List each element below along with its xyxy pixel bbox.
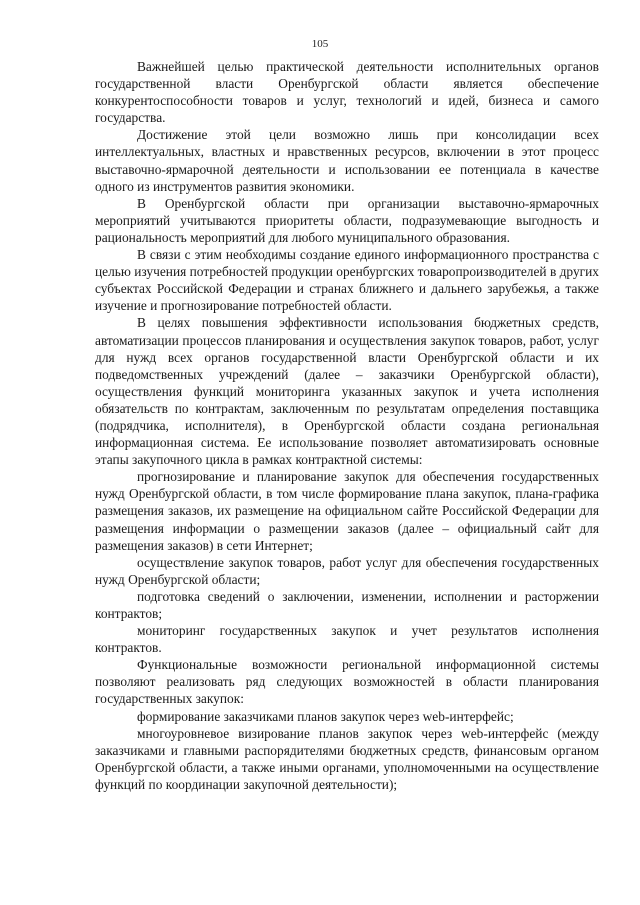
page-number: 105 (311, 38, 329, 50)
list-item: прогнозирование и планирование закупок для обеспечения государственных нужд Оренбургской области, в том числе формирование плана закупок, плана-графика размещения заказов, их размещение на официальном сайте Российской Федерации для размещения информации о размещении заказов (далее – официальный сайт для размещения заказов) в сети Интернет; (95, 469, 599, 553)
paragraph: Функциональные возможности региональной информационной системы позволяют реализовать ряд следующих возможностей в области планирования государственных закупок: (95, 657, 599, 707)
body-text (95, 58, 599, 793)
list-item: мониторинг государственных закупок и учет результатов исполнения контрактов. (95, 623, 599, 656)
paragraph: Достижение этой цели возможно лишь при консолидации всех интеллектуальных, властных и нравственных ресурсов, включении в этот процесс выставочно-ярмарочной деятельности и использовании ее потенциала в качестве одного из инструментов развития экономики. (95, 127, 599, 194)
list-item: подготовка сведений о заключении, изменении, исполнении и расторжении контрактов; (95, 588, 599, 621)
paragraph: В целях повышения эффективности использования бюджетных средств, автоматизации процессов планирования и осуществления закупок товаров, работ, услуг для нужд всех органов государственной власти Оренбургской области и их подведомственных учреждений (далее – заказчики Оренбургской области), осуществления функций мониторинга указанных закупок и учета исполнения обязательств по контрактам, заключенным по результатам определения поставщика (подрядчика, исполнителя), в Оренбургской области создана региональная информационная система. Ее использование позволяет автоматизировать основные этапы закупочного цикла в рамках контрактной системы: (95, 315, 599, 468)
list-item: многоуровневое визирование планов закупок через web-интерфейс (между заказчиками и главными распорядителями бюджетных средств, финансовым органом Оренбургской области, а также иными органами, уполномоченными на осуществление функций по координации закупочной деятельности); (95, 725, 599, 792)
list-item: формирование заказчиками планов закупок через web-интерфейс; (137, 708, 514, 724)
list-item: осуществление закупок товаров, работ услуг для обеспечения государственных нужд Оренбургской области; (95, 554, 599, 587)
paragraph: В Оренбургской области при организации выставочно-ярмарочных мероприятий учитываются приоритеты области, подразумевающие выгодность и рациональность мероприятий для любого муниципального образования. (95, 195, 599, 245)
paragraph: Важнейшей целью практической деятельности исполнительных органов государственной власти Оренбургской области является обеспечение конкурентоспособности товаров и услуг, технологий и идей, бизнеса и самого государства. (95, 59, 599, 126)
paragraph: В связи с этим необходимы создание единого информационного пространства с целью изучения потребностей продукции оренбургских товаропроизводителей в других субъектах Российской Федерации и странах ближнего и дальнего зарубежья, а также изучение и прогнозирование потребностей области. (95, 247, 599, 314)
